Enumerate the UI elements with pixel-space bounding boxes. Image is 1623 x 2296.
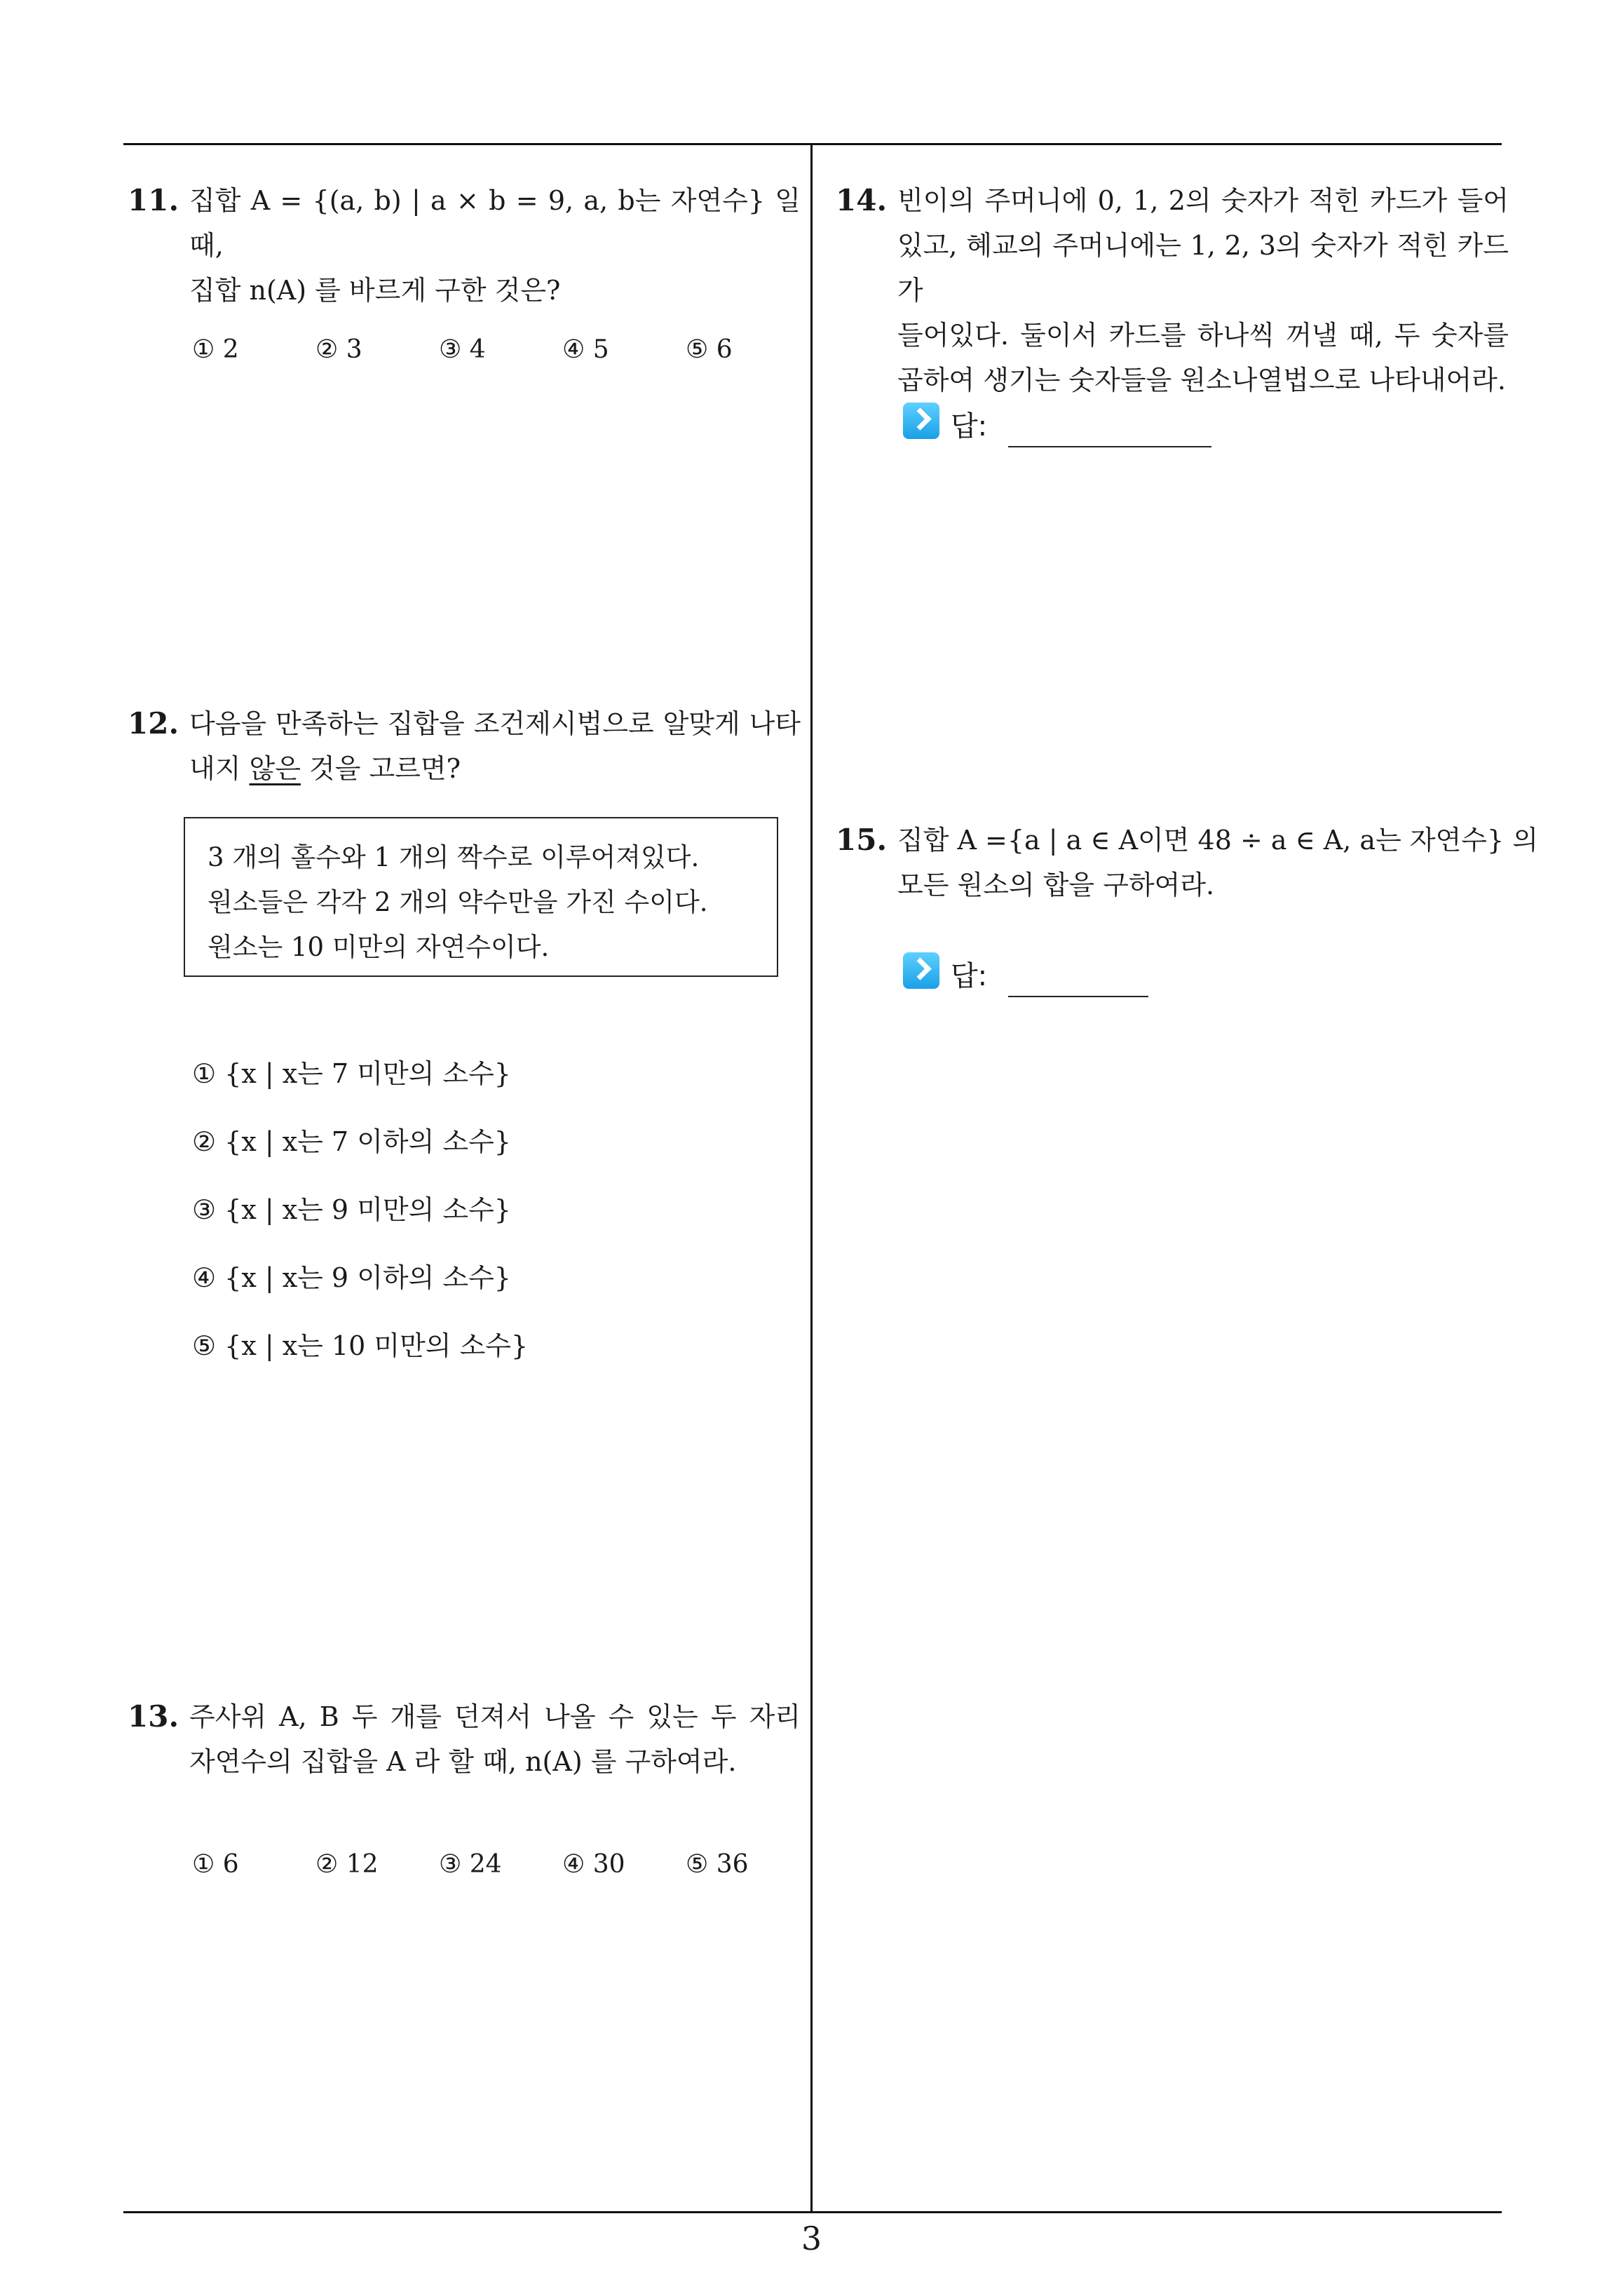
- condition-line: 원소는 10 미만의 자연수이다.: [208, 932, 550, 962]
- answer-15: [903, 952, 1148, 1001]
- answer-arrow-icon: [903, 952, 939, 989]
- condition-line: 3 개의 홀수와 1 개의 짝수로 이루어져있다.: [208, 842, 700, 872]
- question-12: [128, 701, 801, 791]
- question-line: [189, 746, 801, 791]
- condition-box: [184, 817, 778, 977]
- question-line: 주사위 A, B 두 개를 던져서 나올 수 있는 두 자리: [189, 1701, 801, 1732]
- question-text: [897, 818, 1538, 907]
- question-line: 곱하여 생기는 숫자들을 원소나열법으로 나타내어라.: [897, 365, 1506, 396]
- question-text-part: 것을 고르면?: [300, 753, 461, 784]
- page-number: 3: [801, 2220, 822, 2257]
- answer-label: 답:: [951, 410, 988, 443]
- question-line: 빈이의 주머니에 0, 1, 2의 숫자가 적힌 카드가 들어: [897, 185, 1509, 216]
- question-11: [128, 178, 801, 313]
- choice[interactable]: ④ 5: [562, 335, 609, 364]
- question-line: 들어있다. 둘이서 카드를 하나씩 꺼낼 때, 두 숫자를: [897, 320, 1509, 351]
- choice[interactable]: ② 3: [315, 335, 362, 364]
- question-line: 다음을 만족하는 집합을 조건제시법으로 알맞게 나타: [189, 708, 801, 739]
- question-text: [189, 701, 801, 791]
- choice[interactable]: ② 12: [315, 1850, 379, 1879]
- question-line: 있고, 혜교의 주머니에는 1, 2, 3의 숫자가 적힌 카드가: [897, 230, 1509, 306]
- answer-blank[interactable]: [1008, 446, 1211, 447]
- question-line: 집합 A ={a | a ∈ A이면 48 ÷ a ∈ A, a는 자연수} 의: [897, 825, 1538, 856]
- choice[interactable]: ④ 30: [562, 1850, 625, 1879]
- question-number: 11.: [128, 183, 179, 217]
- choice[interactable]: ① 6: [192, 1850, 239, 1879]
- emphasis-underline: 않은: [249, 753, 301, 784]
- question-number: 14.: [836, 183, 888, 217]
- question-13: [128, 1694, 801, 1784]
- question-15: [836, 818, 1538, 907]
- choice[interactable]: ③ 4: [439, 335, 486, 364]
- question-text-part: 내지: [189, 753, 250, 784]
- choice[interactable]: ① {x | x는 7 미만의 소수}: [192, 1058, 511, 1089]
- choice[interactable]: ③ {x | x는 9 미만의 소수}: [192, 1194, 511, 1225]
- condition-line: 원소들은 각각 2 개의 약수만을 가진 수이다.: [208, 887, 708, 917]
- choice[interactable]: ② {x | x는 7 이하의 소수}: [192, 1126, 511, 1157]
- question-text: [189, 1694, 801, 1784]
- choice[interactable]: ① 2: [192, 335, 239, 364]
- question-line: 모든 원소의 합을 구하여라.: [897, 870, 1215, 900]
- question-line: 집합 n(A) 를 바르게 구한 것은?: [189, 275, 561, 306]
- choice[interactable]: ③ 24: [439, 1850, 502, 1879]
- answer-blank[interactable]: [1008, 996, 1148, 997]
- choice[interactable]: ⑤ {x | x는 10 미만의 소수}: [192, 1330, 529, 1361]
- answer-label: 답:: [951, 960, 988, 992]
- question-number: 13.: [128, 1699, 179, 1734]
- choice[interactable]: ⑤ 36: [686, 1850, 749, 1879]
- answer-arrow-icon: [903, 403, 939, 439]
- choice[interactable]: ⑤ 6: [686, 335, 733, 364]
- top-rule: [123, 143, 1502, 145]
- question-line: 자연수의 집합을 A 라 할 때, n(A) 를 구하여라.: [189, 1746, 737, 1777]
- choice[interactable]: ④ {x | x는 9 이하의 소수}: [192, 1262, 511, 1293]
- column-divider: [810, 145, 813, 2211]
- question-number: 15.: [836, 823, 888, 857]
- question-14: [836, 178, 1509, 403]
- question-text: [897, 178, 1509, 403]
- question-line: 집합 A = {(a, b) | a × b = 9, a, b는 자연수} 일 때,: [189, 185, 801, 261]
- bottom-rule: [123, 2211, 1502, 2213]
- answer-14: [903, 403, 1211, 452]
- question-text: [189, 178, 801, 313]
- question-number: 12.: [128, 706, 179, 741]
